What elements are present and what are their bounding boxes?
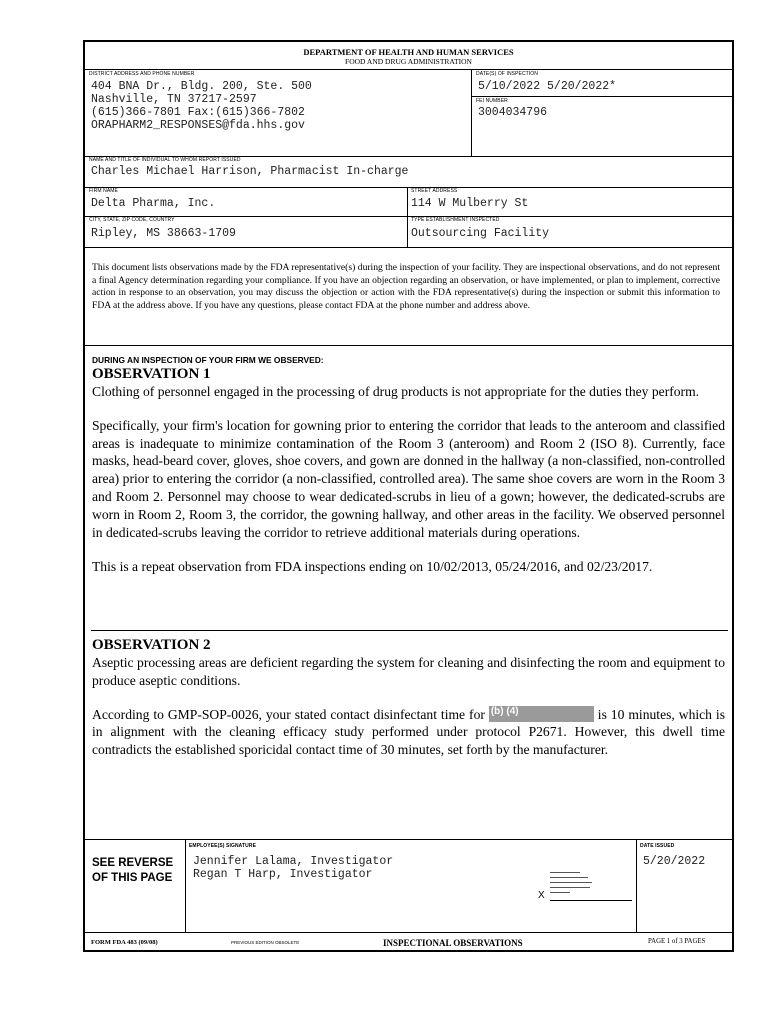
observation-2-title: OBSERVATION 2 <box>92 637 211 653</box>
observation-1-summary: Clothing of personnel engaged in the processing of drug products is not appropriate for the duties they perform. <box>92 384 700 399</box>
footer-title: INSPECTIONAL OBSERVATIONS <box>383 938 523 948</box>
fda-483-form <box>83 40 734 952</box>
see-reverse-line-2: OF THIS PAGE <box>92 872 173 884</box>
date-issued: 5/20/2022 <box>643 855 706 868</box>
district-phone: (615)366-7801 Fax:(615)366-7802 <box>91 106 305 119</box>
city-label: CITY, STATE, ZIP CODE, COUNTRY <box>89 217 175 223</box>
observation-2-detail-before: According to GMP-SOP-0026, your stated contact disinfectant time for <box>92 706 489 722</box>
observed-heading: DURING AN INSPECTION OF YOUR FIRM WE OBSERVED: <box>92 355 324 365</box>
district-line-2: Nashville, TN 37217-2597 <box>91 93 257 106</box>
inspection-dates: 5/10/2022 5/20/2022* <box>478 80 617 93</box>
observation-1-title: OBSERVATION 1 <box>92 366 211 382</box>
individual-label: NAME AND TITLE OF INDIVIDUAL TO WHOM REPORT ISSUED <box>89 157 241 163</box>
observation-1-detail: Specifically, your firm's location for gowning prior to entering the corridor that leads to the anteroom and classified areas is inadequate to minimize contamination of the Room 3 (anteroom) and Room 2 (ISO 8). Currently, face masks, head-beard cover, gloves, shoe covers, and gown are donned in the hallway (a non-classified, non-controlled area) prior to entering the corridor (a non-classified, controlled area). The same shoe covers are worn in the Room 3 and Room 2. Personnel may choose to wear dedicated-scrubs in lieu of a gown; however, the dedicated-scrubs are worn in Room 2, Room 3, the corridor, the gowning hallway, and other areas in the facility. We observed personnel in dedicated-scrubs leaving the corridor to retrieve additional materials during operations. <box>92 417 725 540</box>
signature-stamp-text <box>550 870 600 892</box>
observation-2 <box>92 637 725 759</box>
district-address-label: DISTRICT ADDRESS AND PHONE NUMBER <box>89 71 195 77</box>
observation-2-detail-after: is 10 minutes, which is in alignment with the cleaning efficacy study performed under protocol P2671. However, this dwell time contradicts the established sporicidal contact time of 30 minutes, set forth by the manufacturer. <box>92 706 725 758</box>
employee-signature-label: EMPLOYEE(S) SIGNATURE <box>189 843 257 849</box>
agency-title: FOOD AND DRUG ADMINISTRATION <box>345 57 472 66</box>
investigators <box>193 855 393 881</box>
observation-1-repeat: This is a repeat observation from FDA inspections ending on 10/02/2013, 05/24/2016, and 02/23/2017. <box>92 559 653 575</box>
digital-signature-stamp <box>536 870 632 900</box>
investigator-1: Jennifer Lalama, Investigator <box>193 855 394 868</box>
individual-name: Charles Michael Harrison, Pharmacist In-charge <box>91 165 409 178</box>
form-header <box>85 47 732 66</box>
observation-2-detail <box>92 706 725 759</box>
signature-line <box>550 900 632 901</box>
notice-text: This document lists observations made by the FDA representative(s) during the inspection of your facility. They are inspectional observations, and do not represent a final Agency determination regarding your compliance. If you have an objection regarding an observation, or have implemented, or plan to implement, corrective action in response to an observation, you may discuss the objection or action with the FDA representative(s) during the inspection or submit this information to FDA at the address above. If you have any questions, please contact FDA at the phone number and address above. <box>92 262 720 311</box>
firm-name: Delta Pharma, Inc. <box>91 197 216 210</box>
firm-name-label: FIRM NAME <box>89 188 118 194</box>
fei-number: 3004034796 <box>478 106 548 119</box>
page-number: PAGE 1 of 3 PAGES <box>648 938 706 945</box>
observations-body <box>92 355 725 576</box>
district-line-1: 404 BNA Dr., Bldg. 200, Ste. 500 <box>91 80 312 93</box>
district-address <box>91 80 312 132</box>
x-mark: X <box>538 890 545 901</box>
investigator-2: Regan T Harp, Investigator <box>193 868 373 881</box>
previous-edition: PREVIOUS EDITION OBSOLETE <box>231 940 300 945</box>
establishment-type-label: TYPE ESTABLISHMENT INSPECTED <box>411 217 500 223</box>
street-address: 114 W Mulberry St <box>411 197 529 210</box>
department-title: DEPARTMENT OF HEALTH AND HUMAN SERVICES <box>303 47 514 57</box>
street-address-label: STREET ADDRESS <box>411 188 458 194</box>
see-reverse <box>92 856 173 886</box>
date-issued-label: DATE ISSUED <box>640 843 675 849</box>
observation-2-summary: Aseptic processing areas are deficient regarding the system for cleaning and disinfecting the room and equipment to produce aseptic conditions. <box>92 655 725 688</box>
redaction-box: (b) (4) <box>489 706 594 722</box>
see-reverse-line-1: SEE REVERSE <box>92 857 174 869</box>
establishment-type: Outsourcing Facility <box>411 227 550 240</box>
district-email: ORAPHARM2_RESPONSES@fda.hhs.gov <box>91 119 305 132</box>
form-number: FORM FDA 483 (09/08) <box>91 939 158 946</box>
city-state-zip: Ripley, MS 38663-1709 <box>91 227 236 240</box>
fei-label: FEI NUMBER <box>476 98 508 104</box>
inspection-dates-label: DATE(S) OF INSPECTION <box>476 71 539 77</box>
